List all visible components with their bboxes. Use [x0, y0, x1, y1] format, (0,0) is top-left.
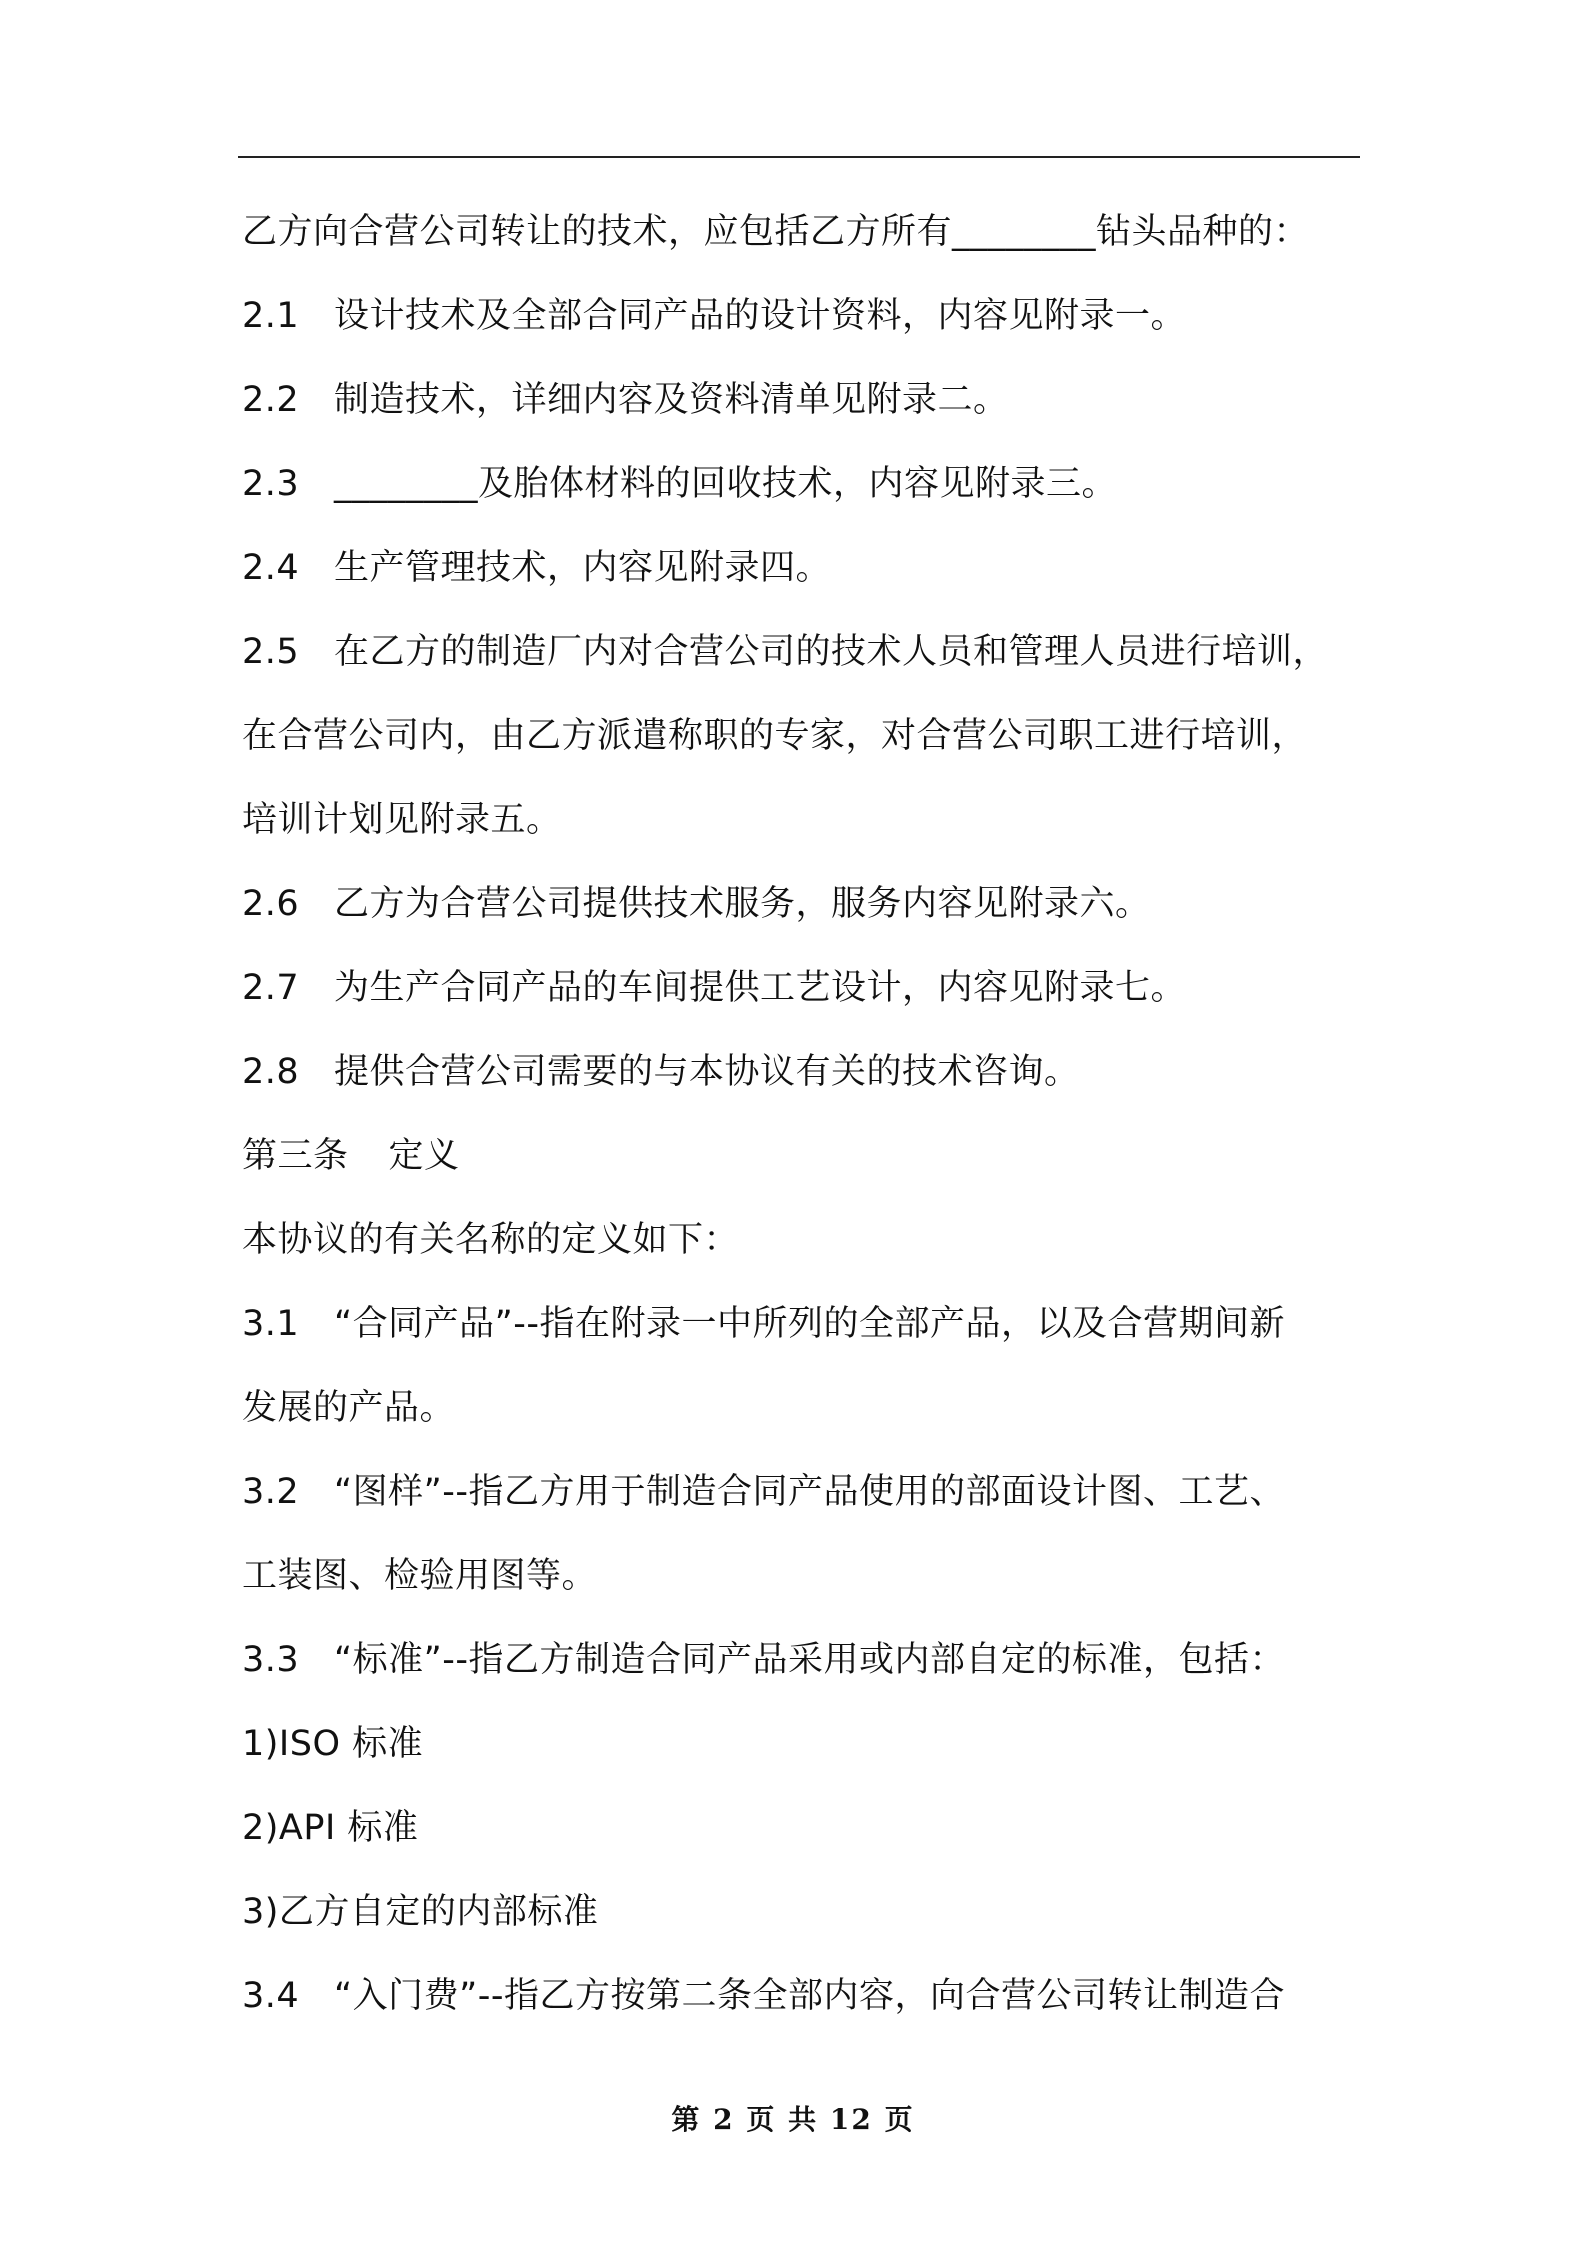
- clause-text: 为生产合同产品的车间提供工艺设计，内容见附录七。: [334, 968, 1187, 1008]
- list-item: 2)API 标准: [242, 1808, 419, 1848]
- page-number-footer: 第 2 页 共 12 页: [671, 2103, 915, 2136]
- clause-2-4: [242, 526, 1382, 610]
- clause-3-3: [242, 1618, 1382, 1702]
- document-body: [242, 190, 1382, 2038]
- clause-number: 2.8: [242, 1052, 300, 1092]
- text-line: 发展的产品。: [242, 1388, 456, 1428]
- clause-3-2: [242, 1450, 1382, 1534]
- clause-text: 在乙方的制造厂内对合营公司的技术人员和管理人员进行培训，: [334, 632, 1329, 672]
- clause-text: “标准”--指乙方制造合同产品采用或内部自定的标准，包括：: [334, 1640, 1286, 1680]
- clause-2-2: [242, 358, 1382, 442]
- section-number: 第三条: [242, 1136, 349, 1176]
- clause-3-1: [242, 1282, 1382, 1366]
- clause-2-1: [242, 274, 1382, 358]
- list-item: 1)ISO 标准: [242, 1724, 424, 1764]
- clause-number: 2.4: [242, 548, 300, 588]
- clause-number: 2.7: [242, 968, 300, 1008]
- header-rule: [238, 156, 1360, 158]
- clause-2-3: [242, 442, 1382, 526]
- clause-number: 3.1: [242, 1304, 300, 1344]
- clause-text: 生产管理技术，内容见附录四。: [334, 548, 832, 588]
- clause-2-5: [242, 610, 1382, 694]
- clause-number: 3.2: [242, 1472, 300, 1512]
- clause-text: “图样”--指乙方用于制造合同产品使用的部面设计图、工艺、: [334, 1472, 1286, 1512]
- clause-number: 2.3: [242, 464, 300, 504]
- clause-2-8: [242, 1030, 1382, 1114]
- text-line: 培训计划见附录五。: [242, 800, 562, 840]
- list-item: 3)乙方自定的内部标准: [242, 1892, 599, 1932]
- text-line: 工装图、检验用图等。: [242, 1556, 598, 1596]
- text-line: 本协议的有关名称的定义如下：: [242, 1220, 740, 1260]
- clause-text: “入门费”--指乙方按第二条全部内容，向合营公司转让制造合: [334, 1976, 1286, 2016]
- clause-text: 设计技术及全部合同产品的设计资料，内容见附录一。: [334, 296, 1187, 336]
- section-heading: [242, 1114, 1382, 1198]
- clause-text: 制造技术，详细内容及资料清单见附录二。: [334, 380, 1009, 420]
- clause-text: “合同产品”--指在附录一中所列的全部产品，以及合营期间新: [334, 1304, 1286, 1344]
- clause-text: 乙方为合营公司提供技术服务，服务内容见附录六。: [334, 884, 1151, 924]
- clause-number: 3.4: [242, 1976, 300, 2016]
- text-line: 乙方向合营公司转让的技术，应包括乙方所有________钻头品种的：: [242, 212, 1310, 252]
- clause-number: 2.5: [242, 632, 300, 672]
- clause-number: 2.1: [242, 296, 300, 336]
- clause-number: 2.6: [242, 884, 300, 924]
- clause-2-7: [242, 946, 1382, 1030]
- text-line: 在合营公司内，由乙方派遣称职的专家，对合营公司职工进行培训，: [242, 716, 1308, 756]
- clause-2-6: [242, 862, 1382, 946]
- clause-text: ________及胎体材料的回收技术，内容见附录三。: [334, 464, 1118, 504]
- clause-number: 2.2: [242, 380, 300, 420]
- clause-text: 提供合营公司需要的与本协议有关的技术咨询。: [334, 1052, 1080, 1092]
- clause-3-4: [242, 1954, 1382, 2038]
- section-title: 定义: [388, 1136, 460, 1176]
- clause-number: 3.3: [242, 1640, 300, 1680]
